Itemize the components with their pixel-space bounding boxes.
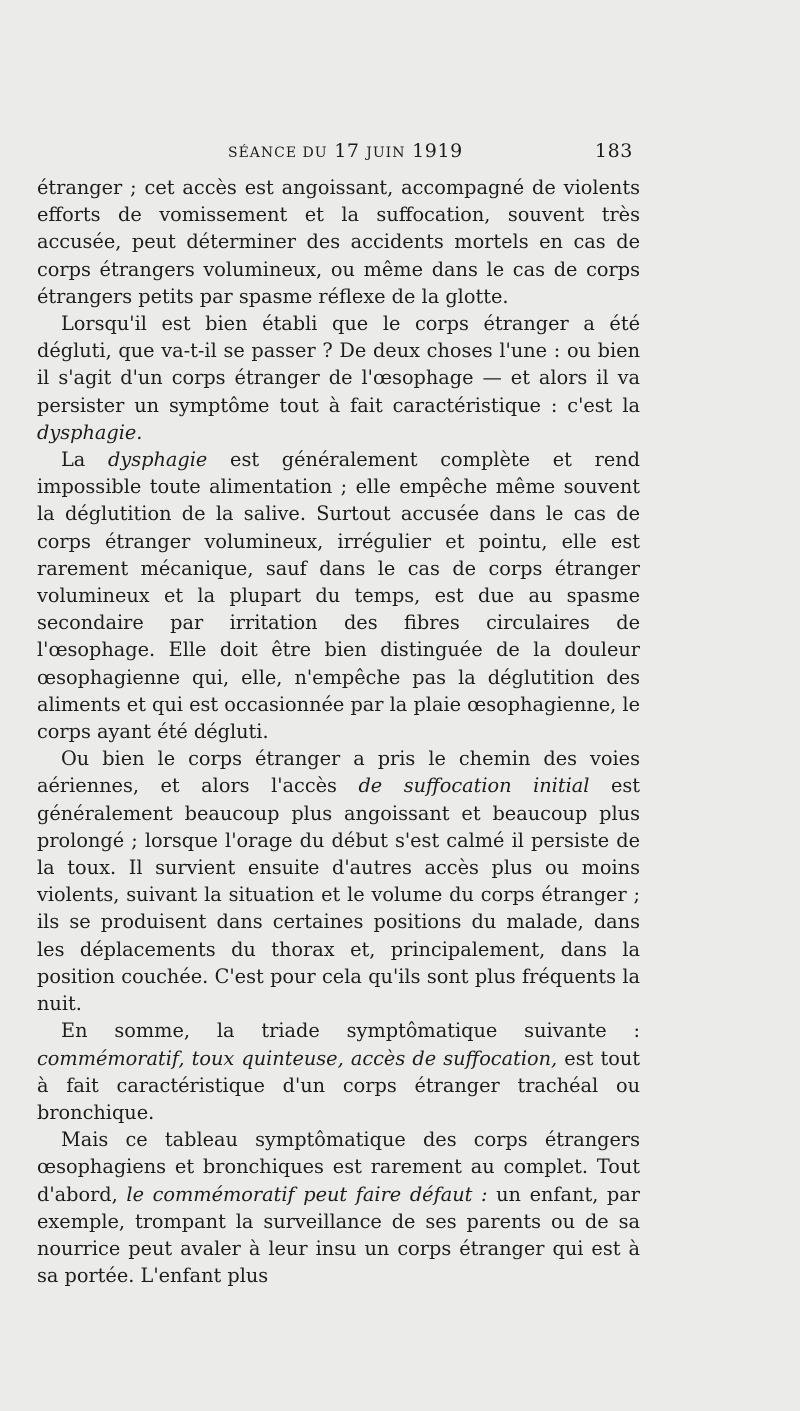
paragraph-4-emphasis: de suffocation initial	[358, 774, 590, 798]
paragraph-5-text: est tout à fait caractéristique d'un corps étranger trachéal ou bronchique.	[37, 1046, 640, 1124]
paragraph-6	[37, 1126, 640, 1289]
paragraph-2-text: Lorsqu'il est bien établi que le corps étranger a été dégluti, que va-t-il se passer ? De deux choses l'une : ou bien il s'agit d'un corps étranger de l'œsophage — et alors il va persister un symptôme tout à fait caractéristique : c'est la	[37, 312, 640, 417]
paragraph-5	[37, 1017, 640, 1126]
body-text	[37, 174, 640, 1289]
paragraph-4-text: est généralement beaucoup plus angoissant et beaucoup plus prolongé ; lorsque l'orage du début s'est calmé il persiste de la toux. Il survient ensuite d'autres accès plus ou moins violents, suivant la situation et le volume du corps étranger ; ils se produisent dans certaines positions du malade, dans les déplacements du thorax et, principalement, dans la position couchée. C'est pour cela qu'ils sont plus fréquents la nuit.	[37, 774, 640, 1016]
header-day: 17	[334, 140, 360, 162]
header-date	[228, 140, 463, 162]
paragraph-3-emphasis: dysphagie	[108, 448, 208, 472]
paragraph-6-lead: Mais ce tableau symptômatique des corps étrangers œsophagiens et bronchiques est rarement au complet. Tout d'abord,	[37, 1128, 640, 1206]
paragraph-1	[37, 174, 640, 310]
paragraph-6-emphasis: le commémoratif peut faire défaut :	[126, 1182, 488, 1206]
paragraph-4-lead: Ou bien le corps étranger a pris le chemin des voies aériennes, et alors l'accès	[37, 747, 640, 798]
paragraph-6-text: un enfant, par exemple, trompant la surveillance de ses parents ou de sa nourrice peut avaler à leur insu un corps étranger qui est à sa portée. L'enfant plus	[37, 1182, 640, 1288]
paragraph-5-emphasis: commémoratif, toux quinteuse, accès de suffocation,	[37, 1046, 558, 1070]
paragraph-1-text: étranger ; cet accès est angoissant, accompagné de violents efforts de vomissement et la suffocation, souvent très accusée, peut déterminer des accidents mortels en cas de corps étrangers volumineux, ou même dans le cas de corps étrangers petits par spasme réflexe de la glotte.	[37, 176, 640, 308]
header-year: 1919	[412, 140, 463, 162]
paragraph-2	[37, 310, 640, 446]
paragraph-5-lead: En somme, la triade symptômatique suivante :	[61, 1019, 640, 1043]
paragraph-3	[37, 446, 640, 745]
paragraph-4	[37, 745, 640, 1017]
paragraph-2-emphasis: dysphagie.	[37, 420, 143, 444]
paragraph-3-lead: La	[61, 448, 109, 472]
paragraph-3-text: est généralement complète et rend impossible toute alimentation ; elle empêche même souvent la déglutition de la salive. Surtout accusée dans le cas de corps étranger volumineux, irrégulier et pointu, elle est rarement mécanique, sauf dans le cas de corps étranger volumineux et la plupart du temps, est due au spasme secondaire par irritation des fibres circulaires de l'œsophage. Elle doit être bien distinguée de la douleur œsophagienne qui, elle, n'empêche pas la déglutition des aliments et qui est occasionnée par la plaie œsophagienne, le corps ayant été dégluti.	[37, 448, 640, 744]
header-month: JUIN	[366, 145, 406, 161]
page-number: 183	[594, 140, 633, 162]
running-header	[228, 140, 633, 168]
header-seance: SÉANCE DU	[228, 145, 328, 161]
